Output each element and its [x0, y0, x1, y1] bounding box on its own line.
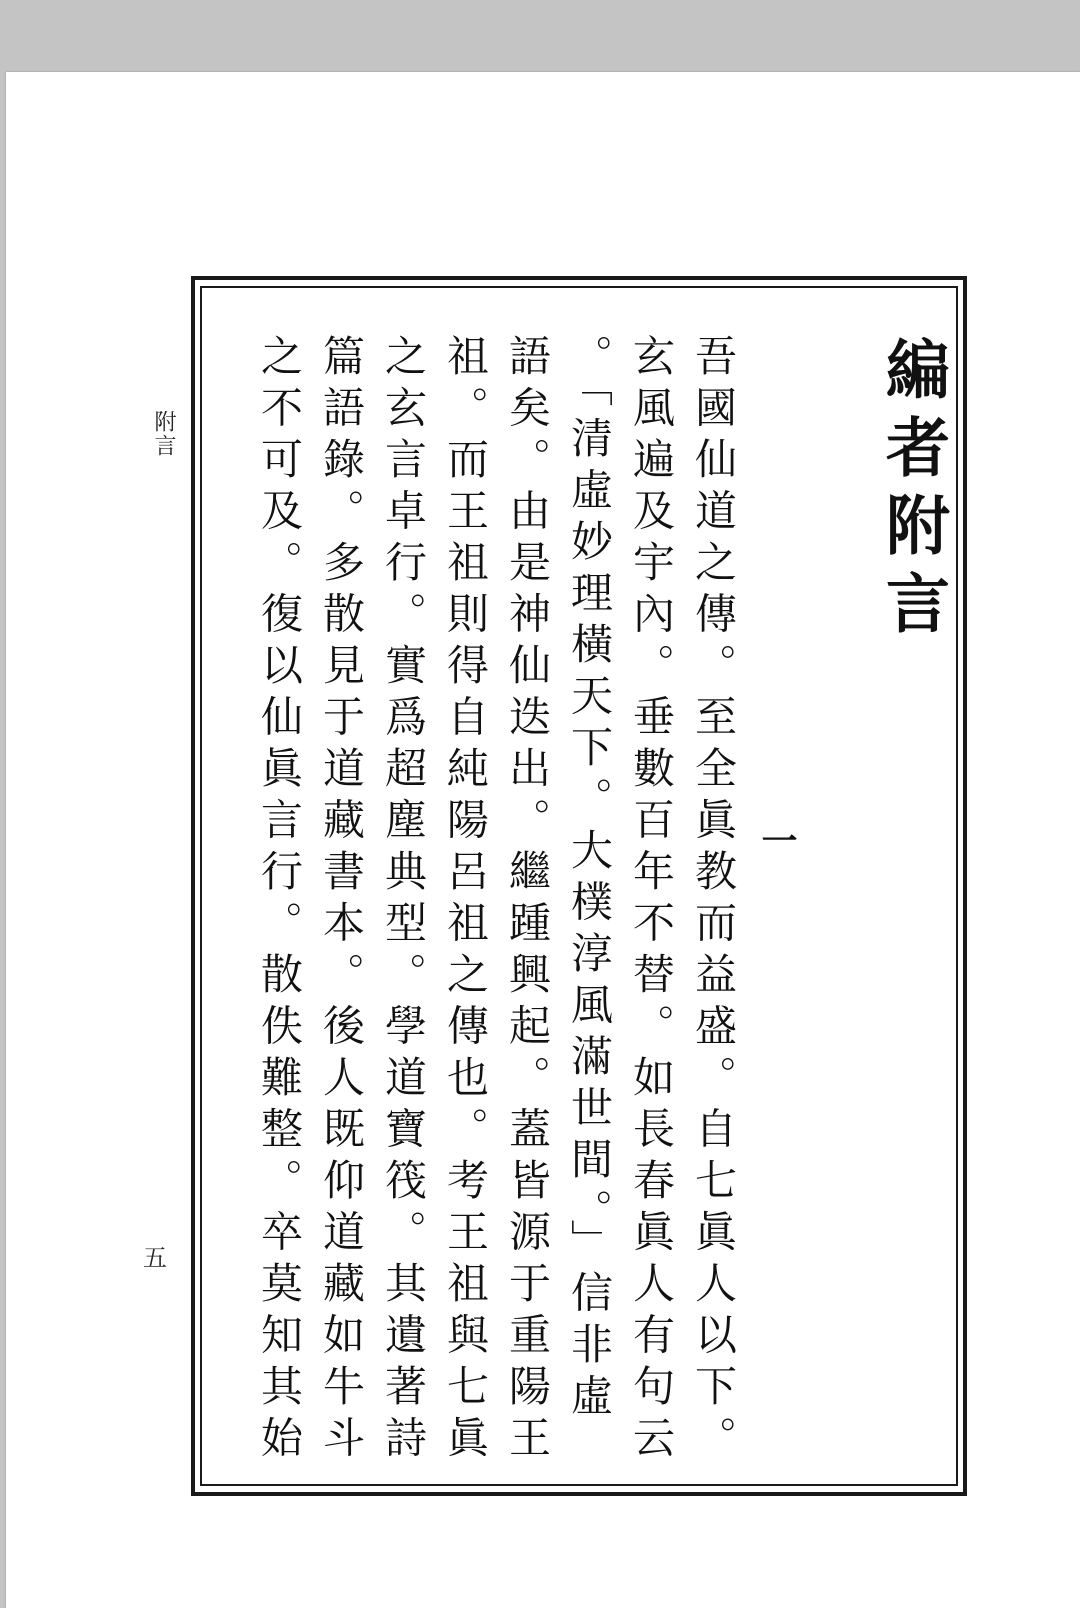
text-column-8: 之不可及。復以仙眞言行。散佚難整。卒莫知其始: [255, 334, 304, 1467]
text-column-6: 之玄言卓行。實爲超塵典型。學道寶筏。其遺著詩: [379, 334, 428, 1467]
text-column-3: 。「清虛妙理橫天下。大樸淳風滿世間。」信非虛: [565, 334, 614, 1425]
text-column-7: 篇語錄。多散見于道藏書本。後人既仰道藏如牛斗: [317, 334, 366, 1467]
page-title: 編者附言: [875, 336, 950, 648]
section-mark: 一: [756, 822, 798, 858]
margin-section-label: 附言: [151, 410, 176, 458]
text-column-2: 玄風遍及宇內。垂數百年不替。如長春眞人有句云: [627, 334, 676, 1467]
text-column-5: 祖。而王祖則得自純陽呂祖之傳也。考王祖與七眞: [441, 334, 490, 1467]
text-column-4: 語矣。由是神仙迭出。繼踵興起。蓋皆源于重陽王: [503, 334, 552, 1467]
page-number: 五: [143, 1244, 167, 1272]
text-column-1: 吾國仙道之傳。至全眞教而益盛。自七眞人以下。: [689, 334, 738, 1467]
